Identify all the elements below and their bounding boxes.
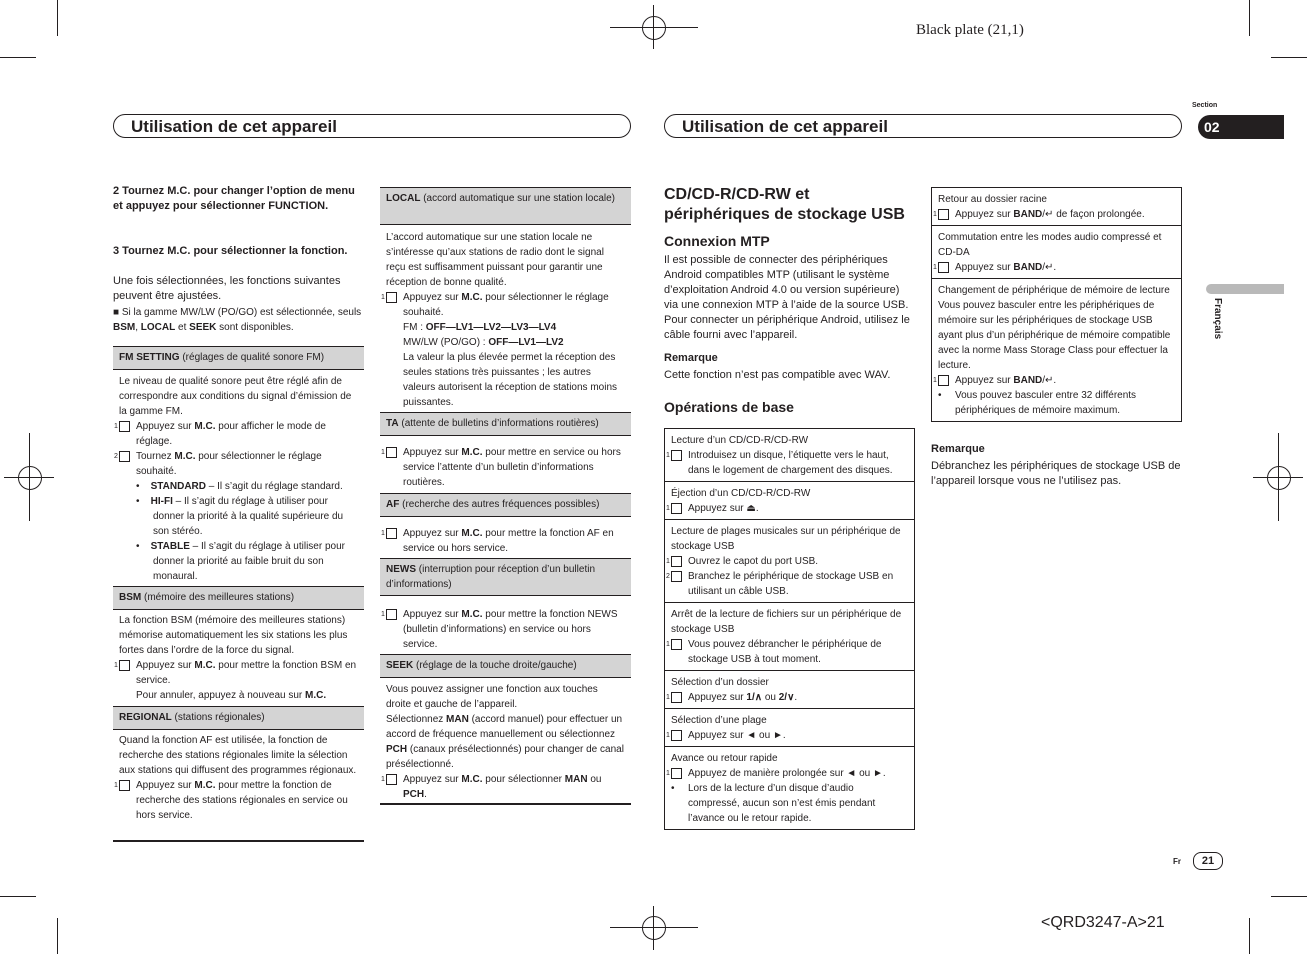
step-number-icon: 1 [386, 774, 397, 785]
step-number-icon: 2 [119, 451, 130, 462]
seek-body-2: Sélectionnez MAN (accord manuel) pour effectuer un accord de fréquence manuellement ou sélectionnez PCH (canaux présélectionnés) pour changer de canal présélectionné. [386, 714, 624, 770]
remark-body: Cette fonction n’est pas compatible avec WAV. [664, 369, 891, 381]
ops-cell-play-cd: Lecture d’un CD/CD-R/CD-RW 1 Introduisez un disque, l’étiquette vers le haut, dans le logement de chargement des disques. [665, 429, 914, 482]
bullet-icon: • [671, 783, 675, 794]
news-step-1: 1 Appuyez sur M.C. pour mettre la fonction NEWS (bulletin d’informations) en service ou hors service. [381, 609, 618, 650]
registration-mark-icon [18, 466, 42, 490]
ta-body [380, 445, 631, 490]
fm-step-2: 2 Tournez M.C. pour sélectionner le réglage souhaité. [114, 451, 322, 477]
local-mw-levels: MW/LW (PO/GO) : OFF—LV1—LV2 [403, 337, 564, 348]
bullet-icon: • [136, 541, 151, 552]
ops-cell-ffrew: Avance ou retour rapide 1 Appuyez de manière prolongée sur ◄ ou ►. • Lors de la lecture d’un disque d’audio compressé, aucun son n’est émis pendant l’avance ou le retour rapide. [666, 753, 886, 824]
registration-line [610, 927, 698, 928]
step-3-title: 3 Tournez M.C. pour sélectionner la fonction. [113, 245, 348, 257]
registration-mark-icon [642, 916, 666, 940]
step-number-icon: 1 [938, 375, 949, 386]
local-header: LOCAL (accord automatique sur une station locale) [380, 187, 631, 225]
ops-cell-folder: Sélection d’un dossier 1 Appuyez sur 1/∧ ou 2/∨. [665, 671, 914, 709]
section-number-tab: 02 [1198, 115, 1284, 139]
crop-mark [0, 57, 36, 58]
af-step-1: 1 Appuyez sur M.C. pour mettre la fonction AF en service ou hors service. [381, 528, 614, 554]
registration-line [29, 433, 30, 521]
section-title: CD/CD-R/CD-RW et périphériques de stockage USB [664, 186, 905, 223]
bsm-body: La fonction BSM (mémoire des meilleures stations) mémorise automatiquement les six stations les plus fortes dans l’ordre de la force du signal. 1 Appuyez sur M.C. pour mettre la fonction BSM en service. Pour annuler, appuyez à nouveau sur M.C. [114, 615, 357, 701]
page-number: 21 [1193, 852, 1223, 870]
ops-cell-audio-mode: Commutation entre les modes audio compressé et CD-DA 1 Appuyez sur BAND/↵. [932, 226, 1181, 279]
step-number-icon: 1 [671, 639, 682, 650]
step-number-icon: 2 [671, 571, 682, 582]
step-number-icon: 1 [671, 768, 682, 779]
mtp-body: Il est possible de connecter des périphériques Android compatibles MTP (utilisant le système d’exploitation Android 4.0 ou version supérieure) via une connexion MTP à l’aide de la source USB. Pour connecter un périphérique Android, utilisez le câble fourni avec l’appareil. [664, 254, 910, 341]
regional-body: Quand la fonction AF est utilisée, la fonction de recherche des stations régionales limite la sélection aux stations qui diffusent des programmes régionaux. 1 Appuyez sur M.C. pour mettre la fonction de recherche des stations régionales en service ou hors service. [114, 735, 357, 821]
crop-mark [1271, 896, 1307, 897]
step-number-icon: 1 [386, 447, 397, 458]
step-number-icon: 1 [671, 556, 682, 567]
registration-line [653, 5, 654, 49]
page-header-right: Utilisation de cet appareil [664, 114, 1182, 138]
regional-step-1: 1 Appuyez sur M.C. pour mettre la fonction de recherche des stations régionales en service ou hors service. [114, 780, 348, 821]
registration-line [610, 27, 698, 28]
registration-line [653, 906, 654, 950]
ops-cell-memory-device: Changement de périphérique de mémoire de lecture Vous pouvez basculer entre les périphériques de mémoire sur les périphériques de stockage USB ayant plus d’un périphérique de mémoire compatible avec la norme Mass Storage Class pour effectuer la lecture. 1 Appuyez sur BAND/↵. • Vous pouvez basculer entre 32 différents périphériques de mémoire maximum. [933, 285, 1171, 416]
step-3-text: Une fois sélectionnées, les fonctions suivantes peuvent être ajustées. [113, 275, 341, 302]
basic-ops-table [664, 428, 915, 830]
page-header-left: Utilisation de cet appareil [113, 114, 631, 138]
af-body [380, 526, 631, 556]
crop-mark [1271, 57, 1307, 58]
bullet-icon: • [136, 496, 151, 507]
bullet-square-icon: ■ [113, 307, 120, 318]
crop-mark [1249, 0, 1250, 36]
fm-step-1: 1 Appuyez sur M.C. pour afficher le mode de réglage. [114, 421, 326, 447]
fm-option-stable: • STABLE – Il s’agit du réglage à utiliser pour donner la priorité au faible bruit du son monaural. [136, 541, 345, 582]
step-2: 2 Tournez M.C. pour changer l’option de menu et appuyez pour sélectionner FUNCTION. [113, 185, 355, 212]
crop-mark [0, 896, 36, 897]
step-number-icon: 1 [938, 262, 949, 273]
local-fm-levels: FM : OFF—LV1—LV2—LV3—LV4 [403, 322, 557, 333]
ta-header: TA (attente de bulletins d’informations routières) [380, 412, 631, 436]
step-number-icon: 1 [671, 450, 682, 461]
language-label: Français [1212, 298, 1223, 340]
section-label: Section [1192, 102, 1218, 109]
seek-header: SEEK (réglage de la touche droite/gauche) [380, 654, 631, 678]
ops-cell-eject: Éjection d’un CD/CD-R/CD-RW 1 Appuyez sur ⏏. [665, 482, 914, 520]
step-number-icon: 1 [119, 421, 130, 432]
bsm-cancel-note: Pour annuler, appuyez à nouveau sur M.C. [136, 690, 327, 701]
divider [380, 803, 631, 805]
basic-ops-title: Opérations de base [664, 399, 794, 415]
step-number-icon: 1 [119, 780, 130, 791]
crop-mark [57, 918, 58, 954]
ops-cell-track: Sélection d’une plage 1 Appuyez sur ◄ ou ►. [665, 709, 914, 747]
local-note: La valeur la plus élevée permet la réception des seules stations très puissantes ; les autres valeurs autorisent la réception de stations moins puissantes. [403, 352, 618, 408]
step-number-icon: 1 [386, 528, 397, 539]
registration-line [1278, 433, 1279, 521]
news-body [380, 607, 631, 652]
step-number-icon: 1 [671, 692, 682, 703]
divider [113, 840, 364, 842]
step-number-icon: 1 [671, 730, 682, 741]
step-number-icon: 1 [119, 660, 130, 671]
ops-cell-play-usb: Lecture de plages musicales sur un périphérique de stockage USB 1 Ouvrez le capot du port USB. 2 Branchez le périphérique de stockage USB en utilisant un câble USB. [665, 520, 914, 603]
regional-header: REGIONAL (stations régionales) [113, 706, 364, 730]
ta-step-1: 1 Appuyez sur M.C. pour mettre en service ou hors service l’attente d’un bulletin d’informations routières. [381, 447, 621, 488]
fm-setting-body: Le niveau de qualité sonore peut être réglé afin de correspondre aux conditions du signal d’émission de la gamme FM. 1 Appuyez sur M.C. pour afficher le mode de réglage. 2 Tournez M.C. pour sélectionner le réglage souhaité. • STANDARD – Il s’agit du réglage standard. • HI-FI – Il s’agit du réglage à utiliser pour donner la priorité à la qualité supérieure du son stéréo. • STABLE – Il s’agit du réglage à utiliser pour donner la priorité au faible bruit du son monaural. [113, 374, 364, 584]
registration-mark-icon [642, 16, 666, 40]
document-code: <QRD3247-A>21 [1041, 914, 1165, 931]
step-number-icon: 1 [671, 503, 682, 514]
remark-title: Remarque [664, 352, 718, 364]
seek-step-1: 1 Appuyez sur M.C. pour sélectionner MAN ou PCH. [381, 774, 602, 800]
ops-cell-stop-usb: Arrêt de la lecture de fichiers sur un périphérique de stockage USB 1 Vous pouvez débrancher le périphérique de stockage USB à tout moment. [665, 603, 914, 671]
language-tab-bar [1206, 284, 1284, 294]
registration-mark-icon [1267, 466, 1291, 490]
bullet-icon: • [136, 481, 151, 492]
ops-cell-root-folder: Retour au dossier racine 1 Appuyez sur BAND/↵ de façon prolongée. [932, 188, 1181, 226]
crop-mark [57, 0, 58, 36]
fm-option-hifi: • HI-FI – Il s’agit du réglage à utiliser pour donner la priorité à la qualité supérieure du son stéréo. [136, 496, 344, 537]
remark-body-2: Débranchez les périphériques de stockage USB de l’appareil lorsque vous ne l’utilisez pas. [931, 460, 1181, 487]
bsm-header: BSM (mémoire des meilleures stations) [113, 586, 364, 610]
local-step-1: 1 Appuyez sur M.C. pour sélectionner le réglage souhaité. [381, 292, 609, 318]
seek-body: Vous pouvez assigner une fonction aux touches droite et gauche de l’appareil. Sélectionnez MAN (accord manuel) pour effectuer un accord de fréquence manuellement ou sélectionnez PCH (canaux présélectionnés) pour changer de canal présélectionné. 1 Appuyez sur M.C. pour sélectionner MAN ou PCH. [381, 684, 624, 800]
step-number-icon: 1 [386, 292, 397, 303]
crop-mark [1249, 918, 1250, 954]
news-header: NEWS (interruption pour réception d’un bulletin d’informations) [380, 558, 631, 596]
fm-setting-header: FM SETTING (réglages de qualité sonore FM) [113, 346, 364, 370]
bullet-icon: • [938, 390, 942, 401]
footer-language: Fr [1173, 857, 1181, 866]
step-number-icon: 1 [938, 209, 949, 220]
step-number-icon: 1 [386, 609, 397, 620]
mtp-title: Connexion MTP [664, 233, 770, 249]
fm-option-standard: • STANDARD – Il s’agit du réglage standard. [136, 481, 343, 492]
local-body: L’accord automatique sur une station locale ne s’intéresse qu’aux stations de radio dont le signal reçu est suffisamment puissant pour garantir une réception de bonne qualité. 1 Appuyez sur M.C. pour sélectionner le réglage souhaité. FM : OFF—LV1—LV2—LV3—LV4 MW/LW (PO/GO) : OFF—LV1—LV2 La valeur la plus élevée permet la réception des seules stations très puissantes ; les autres valeurs autorisent la réception de stations moins puissantes. [380, 230, 631, 410]
remark-title-2: Remarque [931, 443, 985, 455]
note-mw-lw: ■ Si la gamme MW/LW (PO/GO) est sélectionnée, seuls BSM, LOCAL et SEEK sont disponibles. [113, 307, 362, 333]
bsm-step-1: 1 Appuyez sur M.C. pour mettre la fonction BSM en service. [114, 660, 357, 686]
ops-table-continued [931, 187, 1182, 422]
plate-label: Black plate (21,1) [916, 22, 1024, 38]
af-header: AF (recherche des autres fréquences possibles) [380, 493, 631, 517]
